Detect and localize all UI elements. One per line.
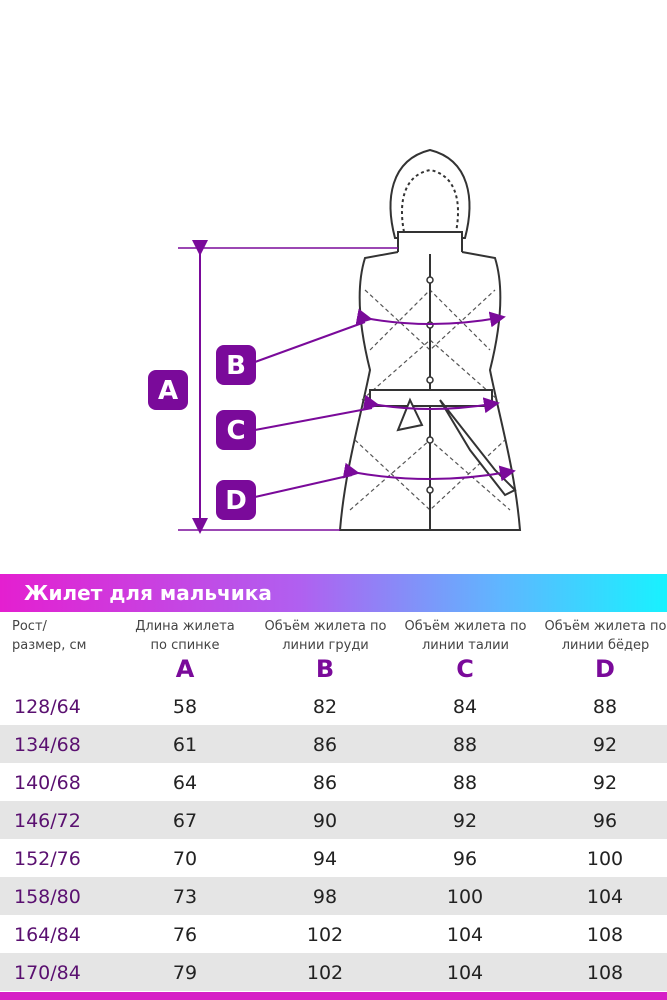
header-size: Рост/ размер, см xyxy=(12,619,87,653)
cell-d: 108 xyxy=(586,962,624,984)
cell-size: 170/84 xyxy=(14,962,81,984)
cell-b: 86 xyxy=(312,772,338,794)
cell-a: 70 xyxy=(172,848,198,870)
cell-size: 164/84 xyxy=(14,924,81,946)
cell-d: 92 xyxy=(592,734,618,756)
table-row xyxy=(0,687,667,725)
cell-d: 88 xyxy=(592,696,618,718)
cell-b: 102 xyxy=(306,924,344,946)
cell-size: 128/64 xyxy=(14,696,81,718)
cell-b: 98 xyxy=(312,886,338,908)
badge-d xyxy=(216,480,256,520)
cell-d: 108 xyxy=(586,924,624,946)
cell-c: 96 xyxy=(452,848,478,870)
title-banner xyxy=(0,574,667,612)
cell-b: 86 xyxy=(312,734,338,756)
header-a: Длина жилета по спинке xyxy=(135,619,235,653)
svg-text:A: A xyxy=(157,376,179,406)
cell-size: 140/68 xyxy=(14,772,81,794)
table-row xyxy=(0,801,667,839)
table-row xyxy=(0,763,667,801)
svg-text:D: D xyxy=(225,486,247,516)
cell-a: 58 xyxy=(172,696,198,718)
badge-a xyxy=(148,370,188,410)
header-letter-a: A xyxy=(175,655,195,683)
cell-c: 88 xyxy=(452,734,478,756)
cell-a: 79 xyxy=(172,962,198,984)
cell-size: 158/80 xyxy=(14,886,81,908)
header-b: Объём жилета по линии груди xyxy=(264,619,387,653)
header-d: Объём жилета по линии бёдер xyxy=(544,619,667,653)
table-row xyxy=(0,877,667,915)
table-row xyxy=(0,839,667,877)
cell-c: 100 xyxy=(446,886,484,908)
page-title: Жилет для мальчика xyxy=(24,581,272,605)
cell-c: 88 xyxy=(452,772,478,794)
cell-size: 134/68 xyxy=(14,734,81,756)
cell-b: 82 xyxy=(312,696,338,718)
svg-text:B: B xyxy=(226,351,246,381)
cell-c: 104 xyxy=(446,962,484,984)
svg-text:C: C xyxy=(226,416,246,446)
cell-c: 92 xyxy=(452,810,478,832)
cell-a: 73 xyxy=(172,886,198,908)
bottom-bar xyxy=(0,992,667,1000)
cell-a: 67 xyxy=(172,810,198,832)
table-row xyxy=(0,725,667,763)
cell-b: 90 xyxy=(312,810,338,832)
cell-d: 100 xyxy=(586,848,624,870)
cell-size: 152/76 xyxy=(14,848,81,870)
header-c: Объём жилета по линии талии xyxy=(404,619,527,653)
table-row xyxy=(0,915,667,953)
cell-a: 64 xyxy=(172,772,198,794)
cell-d: 104 xyxy=(586,886,624,908)
cell-size: 146/72 xyxy=(14,810,81,832)
header-letter-d: D xyxy=(595,655,615,683)
cell-a: 61 xyxy=(172,734,198,756)
badge-c xyxy=(216,410,256,450)
cell-d: 96 xyxy=(592,810,618,832)
cell-d: 92 xyxy=(592,772,618,794)
badge-b xyxy=(216,345,256,385)
cell-b: 94 xyxy=(312,848,338,870)
cell-c: 104 xyxy=(446,924,484,946)
header-letter-c: C xyxy=(456,655,474,683)
vest-illustration xyxy=(340,150,520,530)
header-letter-b: B xyxy=(315,655,335,683)
cell-b: 102 xyxy=(306,962,344,984)
cell-a: 76 xyxy=(172,924,198,946)
cell-c: 84 xyxy=(452,696,478,718)
table-row xyxy=(0,953,667,991)
